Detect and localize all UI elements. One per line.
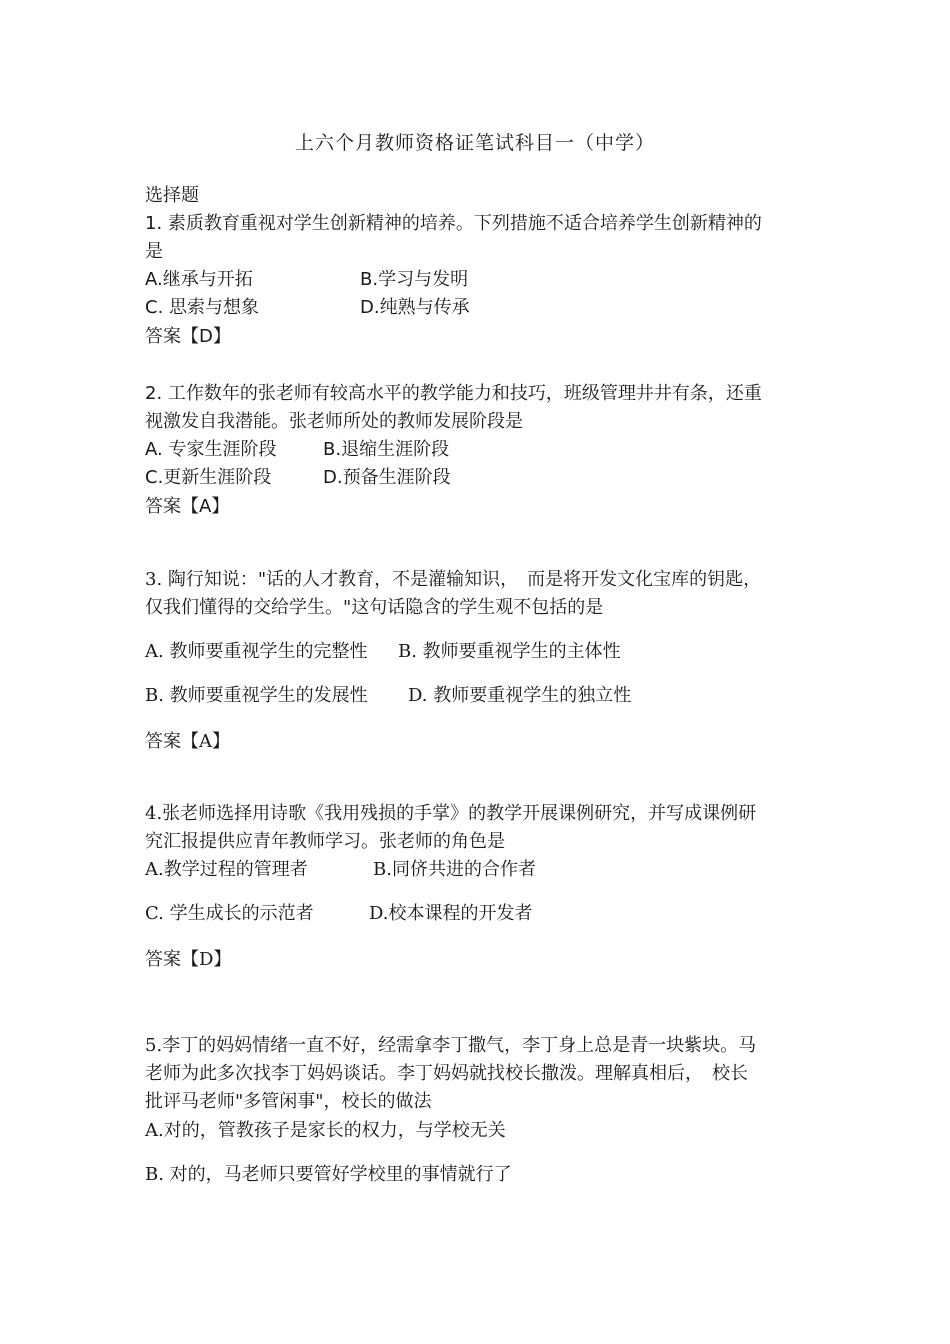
question-2-option-a: A. 专家生涯阶段 (145, 439, 277, 460)
question-4-options-row-2 (145, 902, 533, 926)
question-1-option-c: C. 思索与想象 (145, 297, 260, 318)
question-5-stem-line-3: 批评马老师"多管闲事"，校长的做法 (145, 1091, 432, 1112)
question-5-stem-line-1: 5.李丁的妈妈情绪一直不好，经需拿李丁撒气，李丁身上总是青一块紫块。马 (145, 1035, 757, 1056)
question-4-option-c: C. 学生成长的示范者 (145, 903, 314, 924)
question-3-options-row-1 (145, 640, 621, 664)
question-4-options-row-1 (145, 858, 536, 882)
question-4-stem-line-2: 究汇报提供应青年教师学习。张老师的角色是 (145, 831, 505, 852)
question-1-options-row-1 (145, 268, 469, 292)
question-2-answer: 答案【A】 (145, 496, 230, 517)
question-5-option-b: B. 对的，马老师只要管好学校里的事情就行了 (145, 1164, 512, 1185)
question-4-option-b: B.同侪共进的合作者 (373, 859, 536, 880)
question-3-option-c: B. 教师要重视学生的发展性 (145, 685, 368, 706)
section-heading: 选择题 (145, 185, 199, 206)
question-4-stem-line-1: 4.张老师选择用诗歌《我用残损的手掌》的教学开展课例研究，并写成课例研 (145, 803, 757, 824)
question-2-stem-line-2: 视激发自我潜能。张老师所处的教师发展阶段是 (145, 411, 523, 432)
question-5-option-a: A.对的，管教孩子是家长的权力，与学校无关 (145, 1120, 506, 1141)
question-1-answer: 答案【D】 (145, 326, 231, 347)
question-1-option-a: A.继承与开拓 (145, 269, 253, 290)
question-3-option-d: D. 教师要重视学生的独立性 (408, 685, 632, 706)
question-1-option-d: D.纯熟与传承 (360, 297, 470, 318)
document-title: 上六个月教师资格证笔试科目一（中学） (294, 132, 655, 154)
question-1-options-row-2 (145, 296, 470, 320)
question-4-option-a: A.教学过程的管理者 (145, 859, 308, 880)
question-3-option-a: A. 教师要重视学生的完整性 (145, 641, 368, 662)
question-3-stem-line-1: 3. 陶行知说："话的人才教育，不是灌输知识， 而是将开发文化宝库的钥匙， (145, 569, 762, 590)
question-3-option-b: B. 教师要重视学生的主体性 (398, 641, 621, 662)
question-3-options-row-2 (145, 684, 632, 708)
question-1-stem-line-1: 1. 素质教育重视对学生创新精神的培养。下列措施不适合培养学生创新精神的 (145, 213, 762, 234)
question-4-answer: 答案【D】 (145, 949, 232, 970)
question-1-option-b: B.学习与发明 (360, 269, 469, 290)
question-2-option-c: C.更新生涯阶段 (145, 467, 272, 488)
question-2-options-row-2 (145, 466, 451, 490)
question-3-stem-line-2: 仅我们懂得的交给学生。"这句话隐含的学生观不包括的是 (145, 597, 604, 618)
question-2-option-b: B.退缩生涯阶段 (323, 439, 450, 460)
question-2-stem-line-1: 2. 工作数年的张老师有较高水平的教学能力和技巧，班级管理井井有条，还重 (145, 383, 762, 404)
question-4-option-d: D.校本课程的开发者 (369, 903, 533, 924)
question-2-options-row-1 (145, 438, 450, 462)
question-3-answer: 答案【A】 (145, 731, 230, 752)
question-1-stem-line-2: 是 (145, 241, 163, 262)
question-5-stem-line-2: 老师为此多次找李丁妈妈谈话。李丁妈妈就找校长撒泼。理解真相后， 校长 (145, 1063, 748, 1084)
question-2-option-d: D.预备生涯阶段 (323, 467, 451, 488)
